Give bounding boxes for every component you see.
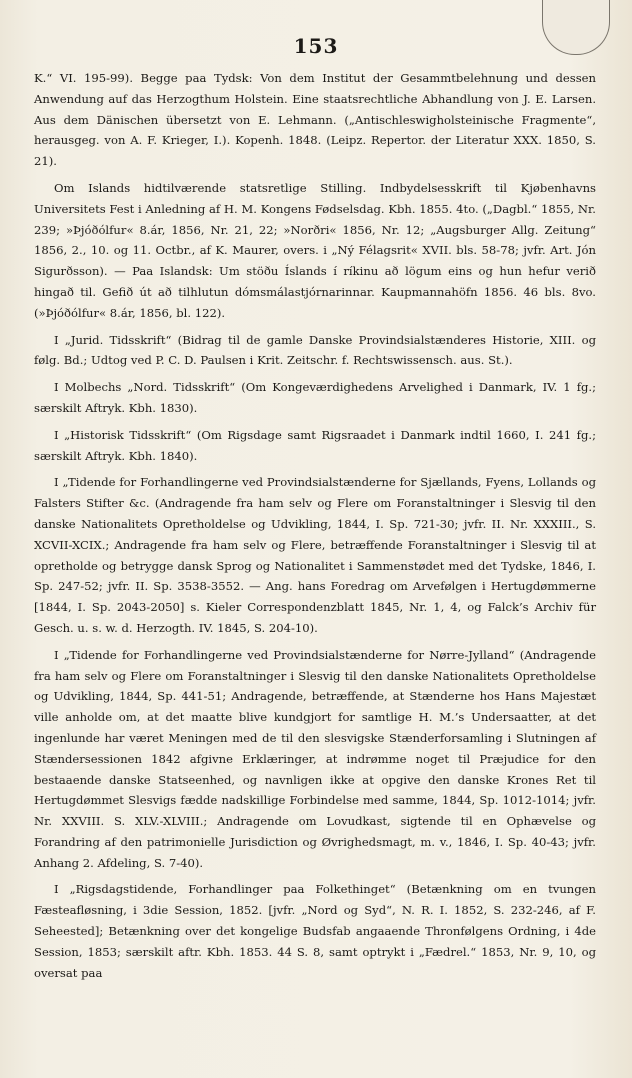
paragraph: I „Jurid. Tidsskrift“ (Bidrag til de gamle Danske Provindsialstænderes Historie, XIII. og følg. Bd.; Udtog ved P. C. D. Paulsen i Krit. Zeitschr. f. Rechtswissensch. aus. St.). <box>34 332 596 368</box>
paragraph: K.“ VI. 195-99). Begge paa Tydsk: Von dem Institut der Gesammtbelehnung und dessen Anwendung auf das Herzogthum Holstein. Eine staatsrechtliche Abhandlung von J. E. Larsen. Aus dem Dänischen übersetzt von E. Lehmann. („Antischleswigholsteinische Fragmente“, herausgeg. von A. F. Krieger, I.). Kopenh. 1848. (Leipz. Repertor. der Literatur XXX. 1850, S. 21). <box>34 71 596 169</box>
paragraph: Om Islands hidtilværende statsretlige Stilling. Indbydelsesskrift til Kjøbenhavns Universitets Fest i Anledning af H. M. Kongens Fødselsdag. Kbh. 1855. 4to. („Dagbl.“ 1855, Nr. 239; »Þjóðólfur« 8.ár, 1856, Nr. 21, 22; »Norðri« 1856, Nr. 12; „Augsburger Allg. Zeitung“ 1856, 2., 10. og 11. Octbr., af K. Maurer, overs. i „Ný Félagsrit« XVII. bls. 58-78; jvfr. Art. Jón Sigurðsson). — Paa Islandsk: Um stöðu Íslands í ríkinu að lögum eins og hun hefur verið hingað til. Gefið út að tilhlutun dómsmálastjórnarinnar. Kaupmannahöfn 1856. 46 bls. 8vo. (»Þjóðólfur« 8.ár, 1856, bl. 122). <box>34 180 596 320</box>
paragraph: I „Historisk Tidsskrift“ (Om Rigsdage samt Rigsraadet i Danmark indtil 1660, I. 241 fg.; særskilt Aftryk. Kbh. 1840). <box>34 427 596 463</box>
page-number: 153 <box>293 34 339 58</box>
paragraph: I „Tidende for Forhandlingerne ved Provindsialstænderne for Sjællands, Fyens, Lollands og Falsters Stifter &c. (Andragende fra ham selv og Flere om Foranstaltninger i Slesvig til den danske Nationalitets Opretholdelse og Udvikling, 1844, I. Sp. 721-30; jvfr. II. Nr. XXXIII., S. XCVII-XCIX.; Andragende fra ham selv og Flere, betræffende Foranstaltninger i Slesvig til at opretholde og betrygge dansk Sprog og Nationalitet i Sammenstødet med det Tydske, 1846, I. Sp. 247-52; jvfr. II. Sp. 3538-3552. — Ang. hans Foredrag om Arvefølgen i Hertugdømmerne [1844, I. Sp. 2043-2050] s. Kieler Correspondenzblatt 1845, Nr. 1, 4, og Falck’s Archiv für Gesch. u. s. w. d. Herzogth. IV. 1845, S. 204-10). <box>34 475 596 635</box>
paragraph: I Molbechs „Nord. Tidsskrift“ (Om Kongeværdighedens Arvelighed i Danmark, IV. 1 fg.; særskilt Aftryk. Kbh. 1830). <box>34 380 596 415</box>
page-body <box>34 68 596 983</box>
paragraph: I „Rigsdagstidende, Forhandlinger paa Folkethinget“ (Betænkning om en tvungen Fæsteafløsning, i 3die Session, 1852. [jvfr. „Nord og Syd“, N. R. I. 1852, S. 232-246, af F. Seheested]; Betænkning over det kongelige Budsfab angaaende Thronfølgens Ordning, i 4de Session, 1853; særskilt aftr. Kbh. 1853. 44 S. 8, samt optrykt i „Fædrel.“ 1853, Nr. 9, 10, og oversat paa <box>34 882 596 980</box>
paragraph: I „Tidende for Forhandlingerne ved Provindsialstænderne for Nørre-Jylland“ (Andragende fra ham selv og Flere om Foranstaltninger i Slesvig til den danske Nationalitets Opretholdelse og Udvikling, 1844, Sp. 441-51; Andragende, betræffende, at Stænderne hos Hans Majestæt ville anholde om, at det maatte blive kundgjort for samtlige H. M.’s Undersaatter, at det ingenlunde har været Meningen med de til den slesvigske Stænderforsamling i Slutningen af Stændersessionen 1842 afgivne Erklæringer, at indrømme noget til Præjudice for den bestaaende danske Statseenhed, og navnligen ikke at opgive den danske Krones Ret til Hertugdømmet Slesvigs fædde nadskillige Forbindelse med samme, 1844, Sp. 1012-1014; jvfr. Nr. XXVIII. S. XLV.-XLVIII.; Andragende om Lovudkast, sigtende til en Ophævelse og Forandring af den patrimonielle Jurisdiction og Øvrighedsmagt, m. v., 1846, I. Sp. 40-43; jvfr. Anhang 2. Afdeling, S. 7-40). <box>34 647 596 870</box>
